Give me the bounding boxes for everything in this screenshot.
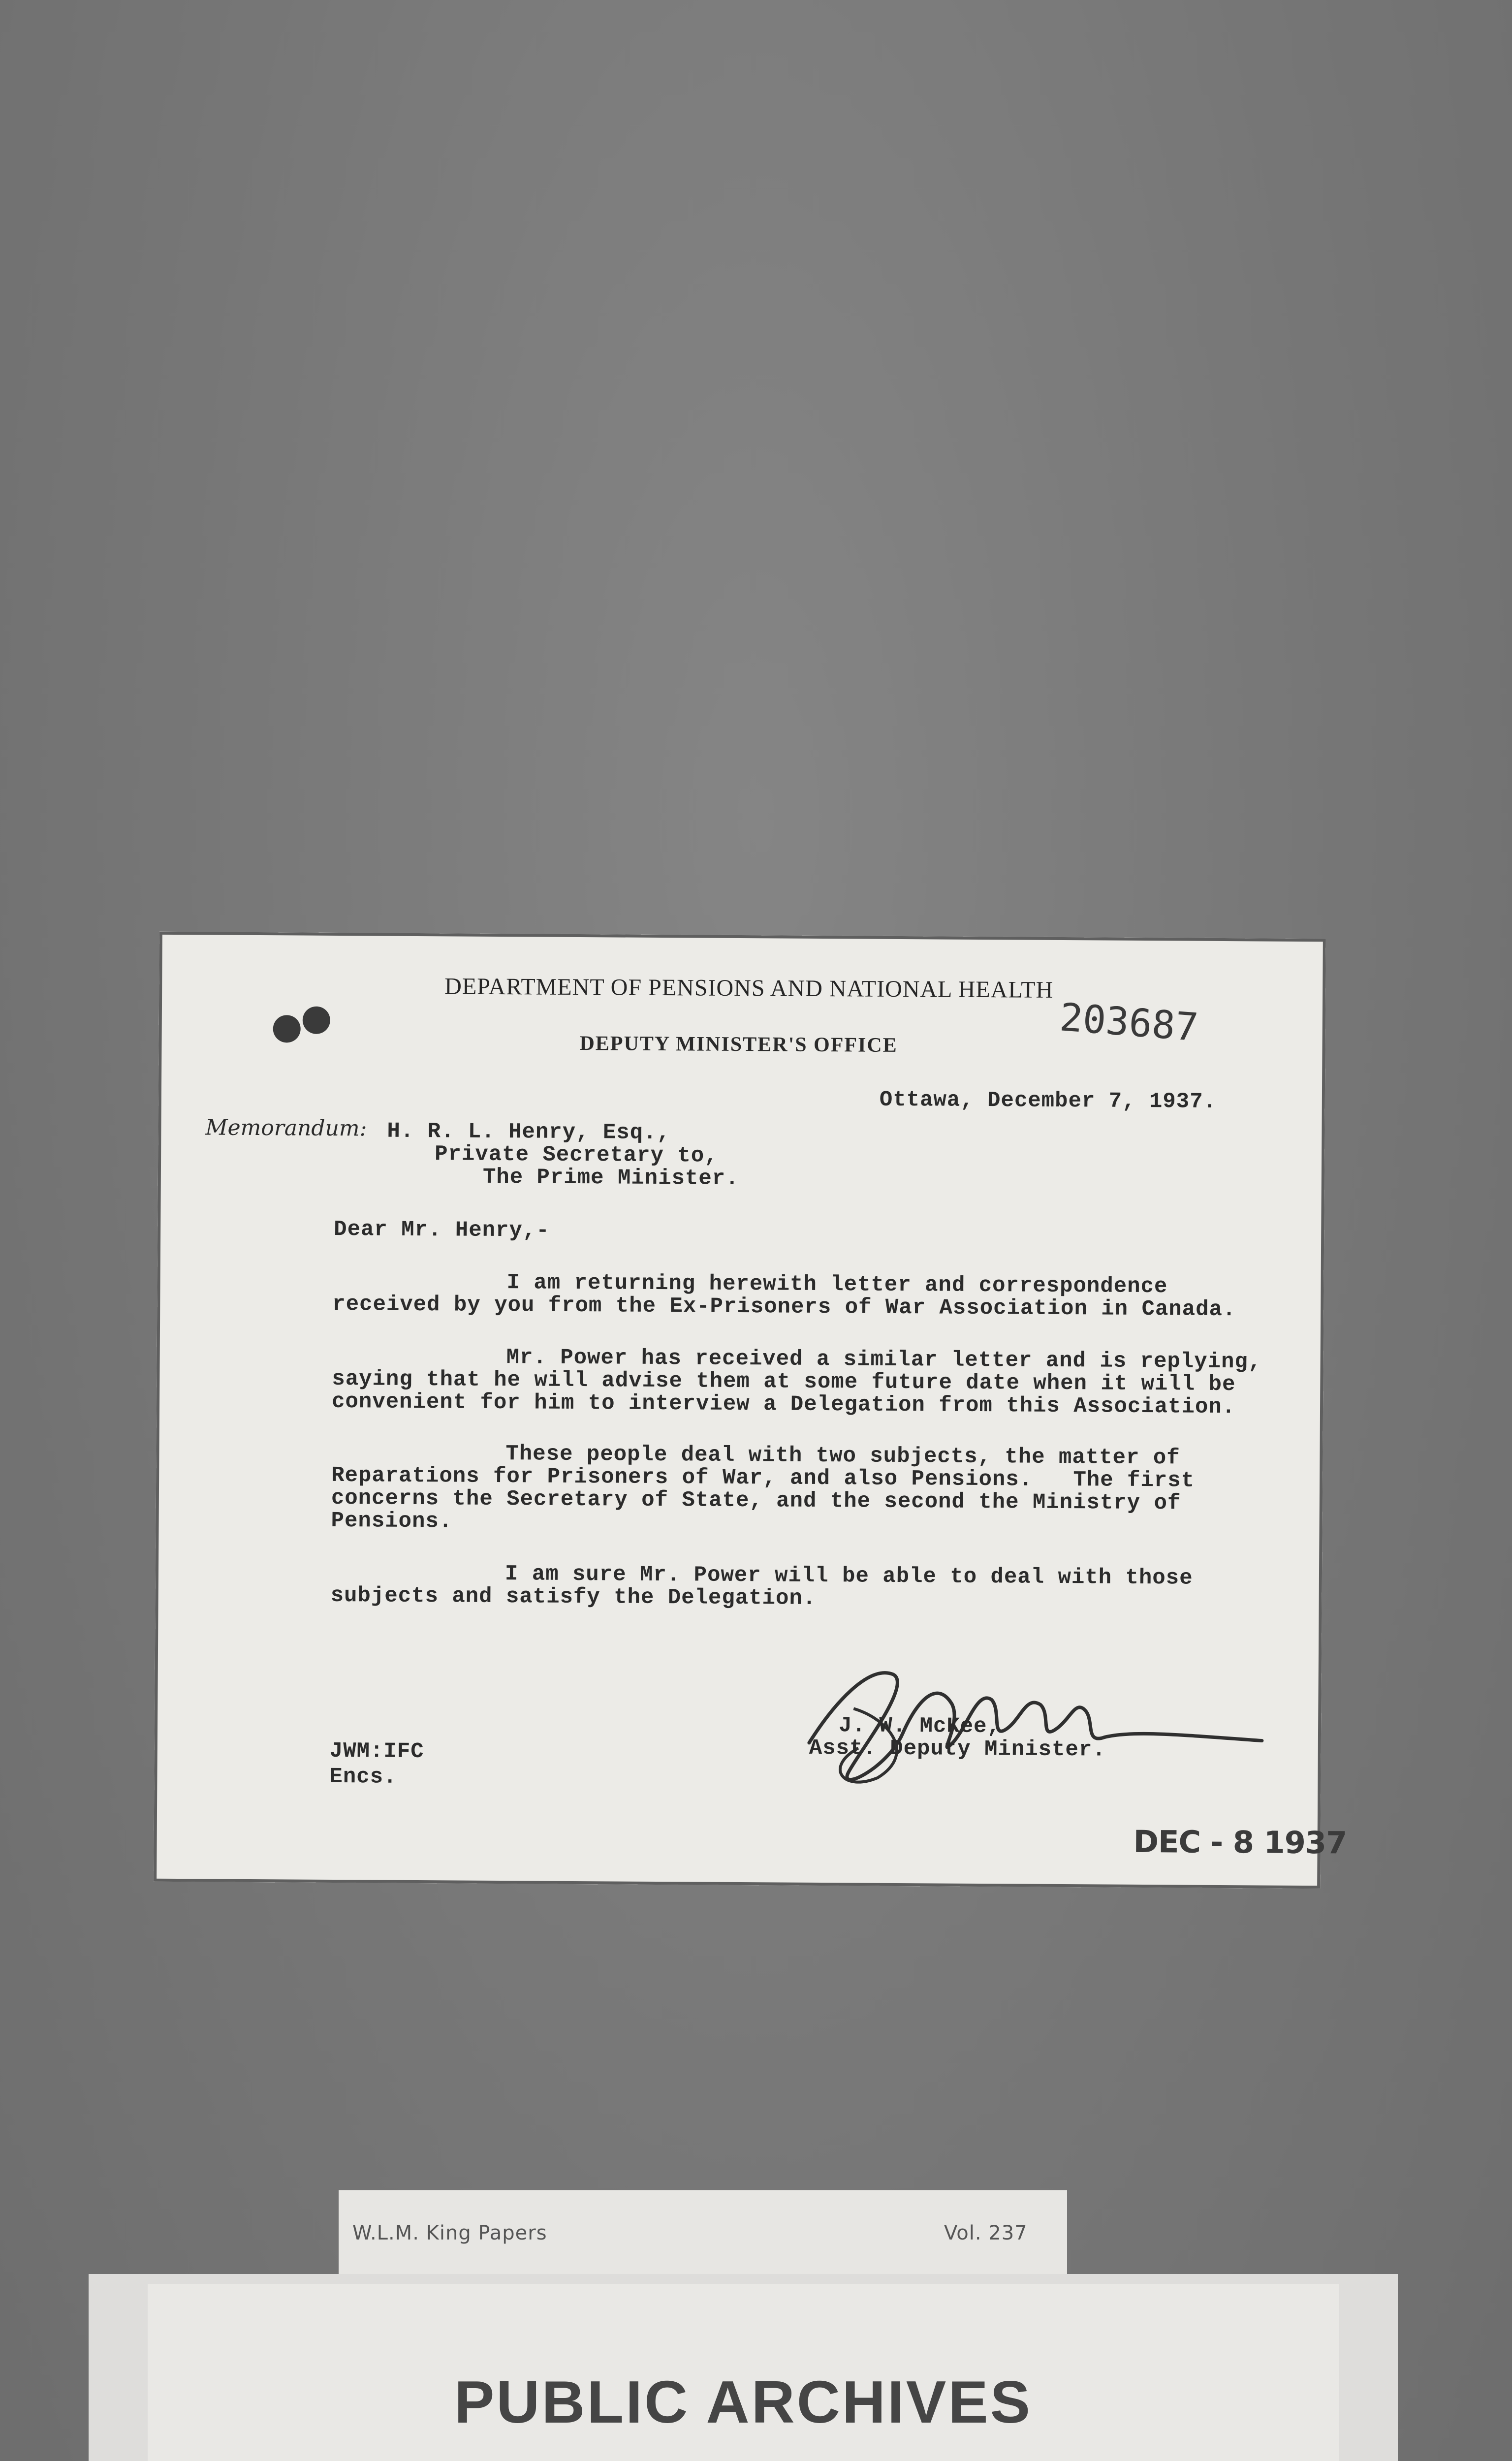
- enclosures-note: Encs.: [329, 1764, 397, 1790]
- department-heading: DEPARTMENT OF PENSIONS AND NATIONAL HEALTH: [444, 973, 1054, 1003]
- paragraph-line: I am returning herewith letter and correspondence: [506, 1270, 1168, 1299]
- reference-initials: JWM:IFC: [329, 1738, 424, 1765]
- office-heading: DEPUTY MINISTER'S OFFICE: [579, 1032, 898, 1057]
- collection-name: W.L.M. King Papers: [352, 2222, 547, 2244]
- paragraph-line: convenient for him to interview a Delegation from this Association.: [331, 1389, 1236, 1420]
- document-number: 203687: [1058, 995, 1200, 1050]
- archives-card: [89, 2274, 1398, 2461]
- memorandum-label: Memorandum:: [205, 1115, 367, 1141]
- archives-title-english: PUBLIC ARCHIVES: [454, 2368, 1032, 2435]
- letter-date: Ottawa, December 7, 1937.: [879, 1087, 1217, 1114]
- punch-hole: [273, 1015, 301, 1042]
- salutation: Dear Mr. Henry,-: [334, 1217, 550, 1243]
- recipient-line: H. R. L. Henry, Esq.,: [387, 1119, 671, 1146]
- paragraph-line: saying that he will advise them at some future date when it will be: [332, 1366, 1236, 1397]
- paragraph-line: concerns the Secretary of State, and the second the Ministry of: [331, 1485, 1181, 1516]
- paragraph-line: Mr. Power has received a similar letter and is replying,: [506, 1345, 1262, 1375]
- memorandum-letter: [154, 932, 1347, 1889]
- paragraph-line: Pensions.: [331, 1508, 453, 1534]
- collection-label: [339, 2190, 1067, 2281]
- punch-hole: [303, 1007, 330, 1034]
- signer-name: J. W. McKee,: [838, 1713, 1001, 1739]
- recipient-line: Private Secretary to,: [435, 1142, 718, 1168]
- paragraph-line: Reparations for Prisoners of War, and also Pensions. The first: [331, 1463, 1195, 1493]
- paragraph-line: I am sure Mr. Power will be able to deal with those: [504, 1562, 1193, 1591]
- received-date-stamp: DEC - 8 1937: [1133, 1823, 1347, 1861]
- archives-card-inner: [148, 2284, 1339, 2461]
- paragraph-line: subjects and satisfy the Delegation.: [330, 1583, 817, 1611]
- paragraph-line: These people deal with two subjects, the matter of: [505, 1442, 1180, 1471]
- recipient-line: The Prime Minister.: [482, 1165, 739, 1191]
- signer-title: Asst. Deputy Minister.: [809, 1735, 1106, 1763]
- paragraph-line: received by you from the Ex-Prisoners of War Association in Canada.: [332, 1292, 1236, 1323]
- volume-number: Vol. 237: [944, 2222, 1028, 2244]
